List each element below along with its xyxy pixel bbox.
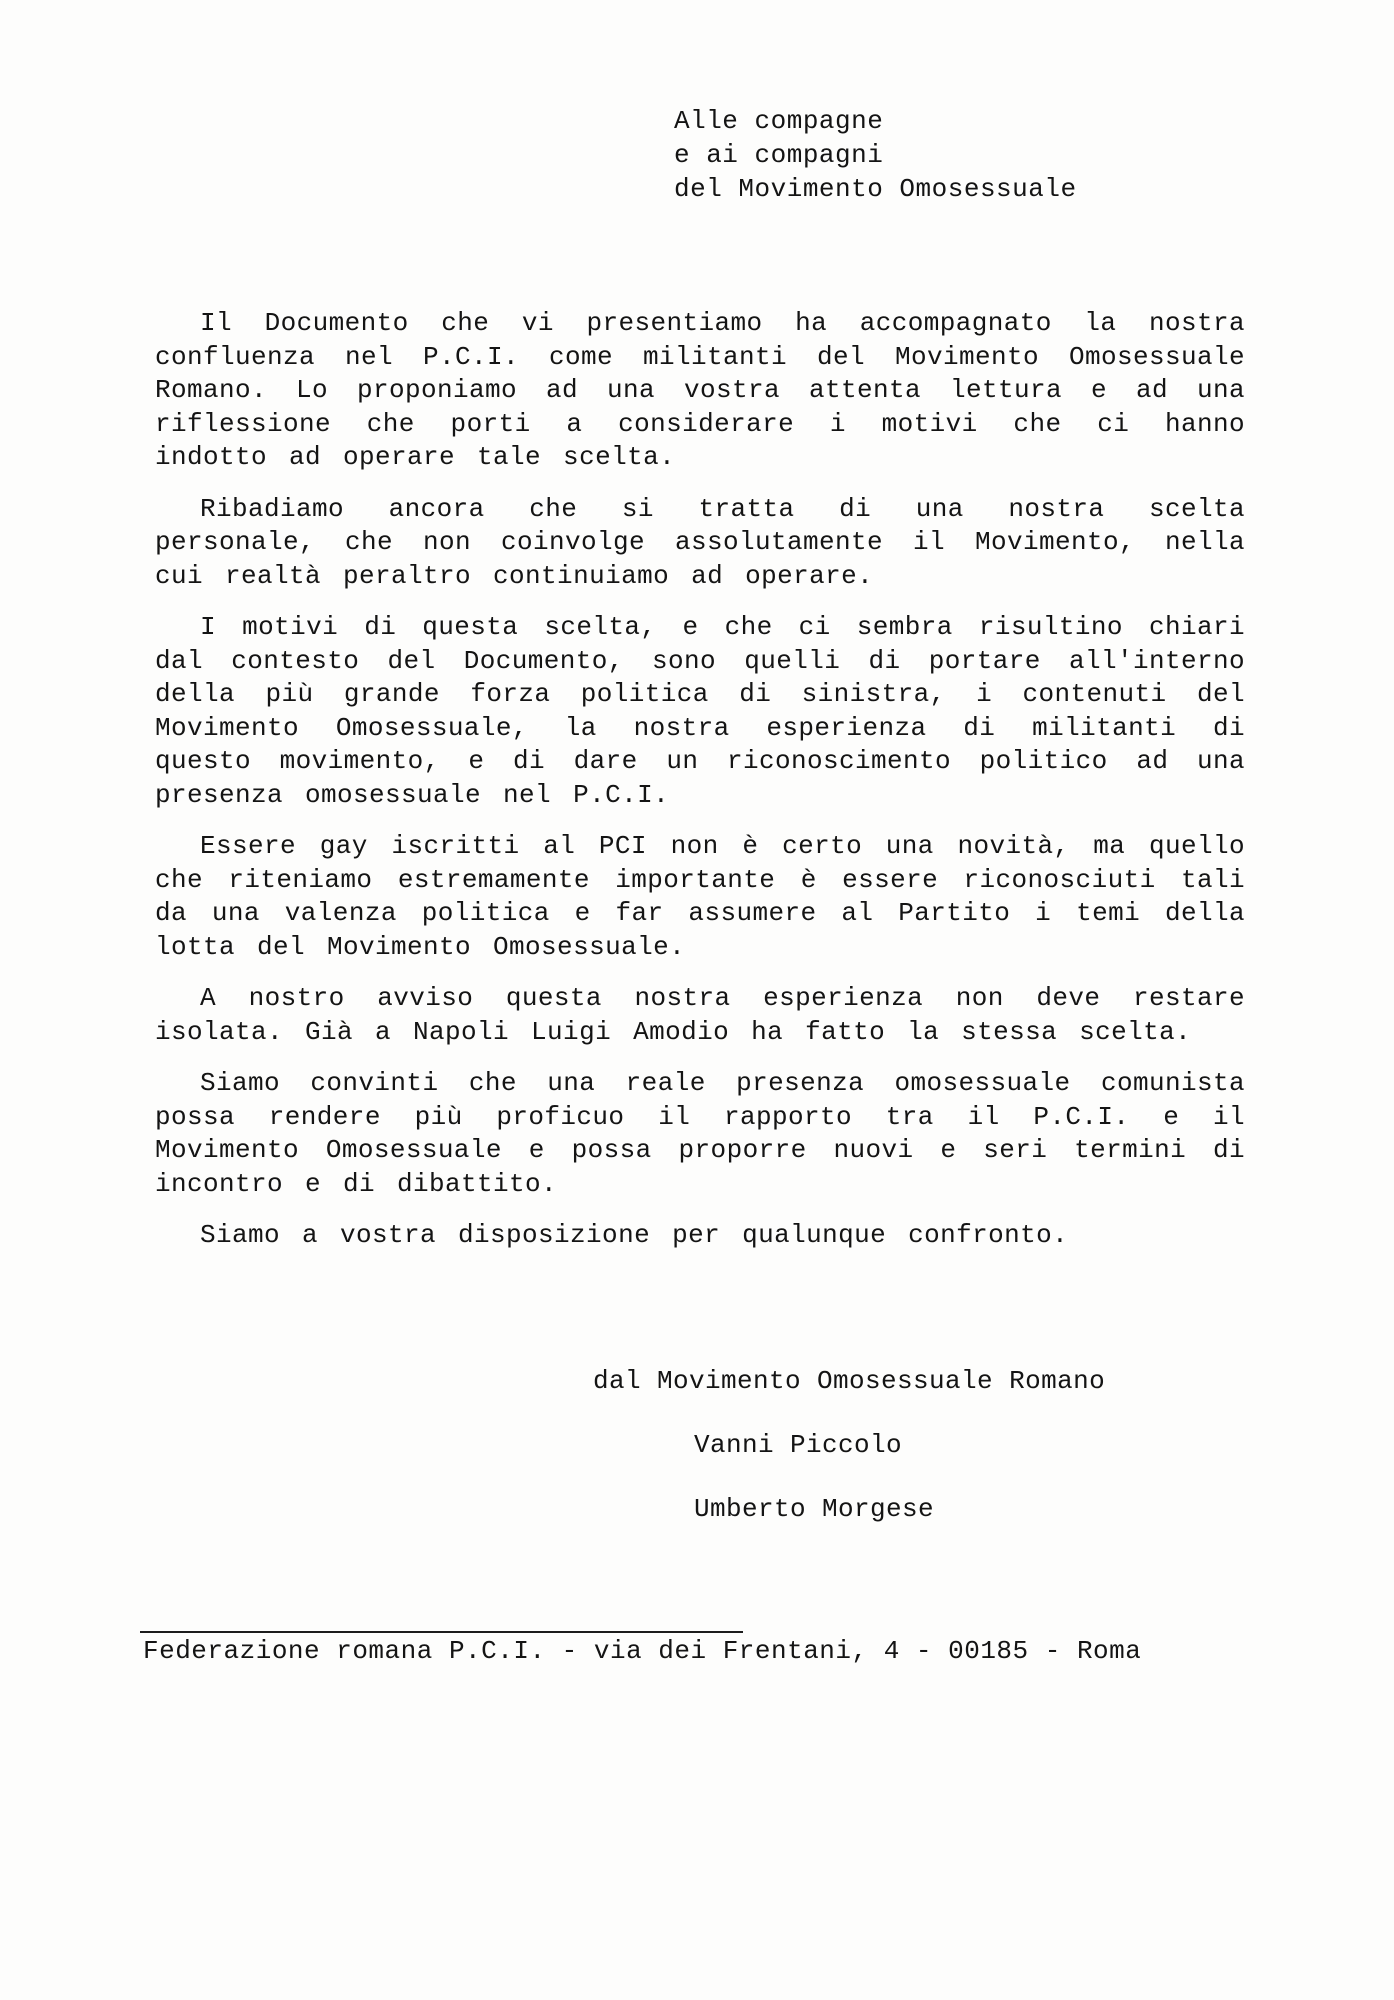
body-paragraph: Il Documento che vi presentiamo ha accompagnato la nostra confluenza nel P.C.I. come militanti del Movimento Omosessuale Romano. Lo proponiamo ad una vostra attenta lettura e ad una riflessione che porti a considerare i motivi che ci hanno indotto ad operare tale scelta. bbox=[155, 308, 1245, 472]
body-paragraph: Ribadiamo ancora che si tratta di una nostra scelta personale, che non coinvolge assolutamente il Movimento, nella cui realtà peraltro continuiamo ad operare. bbox=[155, 493, 1245, 591]
signoff-organization: dal Movimento Omosessuale Romano bbox=[593, 1366, 1106, 1396]
signatory-name: Vanni Piccolo bbox=[694, 1430, 903, 1460]
addressee-line: del Movimento Omosessuale bbox=[674, 174, 1077, 204]
body-paragraph: I motivi di questa scelta, e che ci sembra risultino chiari dal contesto del Documento, sono quelli di portare all'interno della più grande forza politica di sinistra, i contenuti del Movimento Omosessuale, la nostra esperienza di militanti di questo movimento, e di dare un riconoscimento politico ad una presenza omosessuale nel P.C.I. bbox=[155, 612, 1245, 810]
footer-divider bbox=[140, 1631, 743, 1633]
footer-address: Federazione romana P.C.I. - via dei Frentani, 4 - 00185 - Roma bbox=[143, 1636, 1142, 1666]
addressee-block bbox=[674, 104, 1077, 206]
letter-body bbox=[155, 307, 1245, 1271]
body-paragraph: Siamo a vostra disposizione per qualunque confronto. bbox=[200, 1220, 1069, 1250]
body-paragraph: Siamo convinti che una reale presenza omosessuale comunista possa rendere più proficuo il rapporto tra il P.C.I. e il Movimento Omosessuale e possa proporre nuovi e seri termini di incontro e di dibattito. bbox=[155, 1068, 1245, 1199]
addressee-line: Alle compagne bbox=[674, 106, 884, 136]
body-paragraph: Essere gay iscritti al PCI non è certo una novità, ma quello che riteniamo estremamente importante è essere riconosciuti tali da una valenza politica e far assumere al Partito i temi della lotta del Movimento Omosessuale. bbox=[155, 831, 1245, 962]
signatory-name: Umberto Morgese bbox=[694, 1494, 935, 1524]
body-paragraph: A nostro avviso questa nostra esperienza non deve restare isolata. Già a Napoli Luigi Amodio ha fatto la stessa scelta. bbox=[155, 983, 1245, 1047]
signoff-block bbox=[593, 1366, 1105, 1524]
addressee-line: e ai compagni bbox=[674, 140, 884, 170]
